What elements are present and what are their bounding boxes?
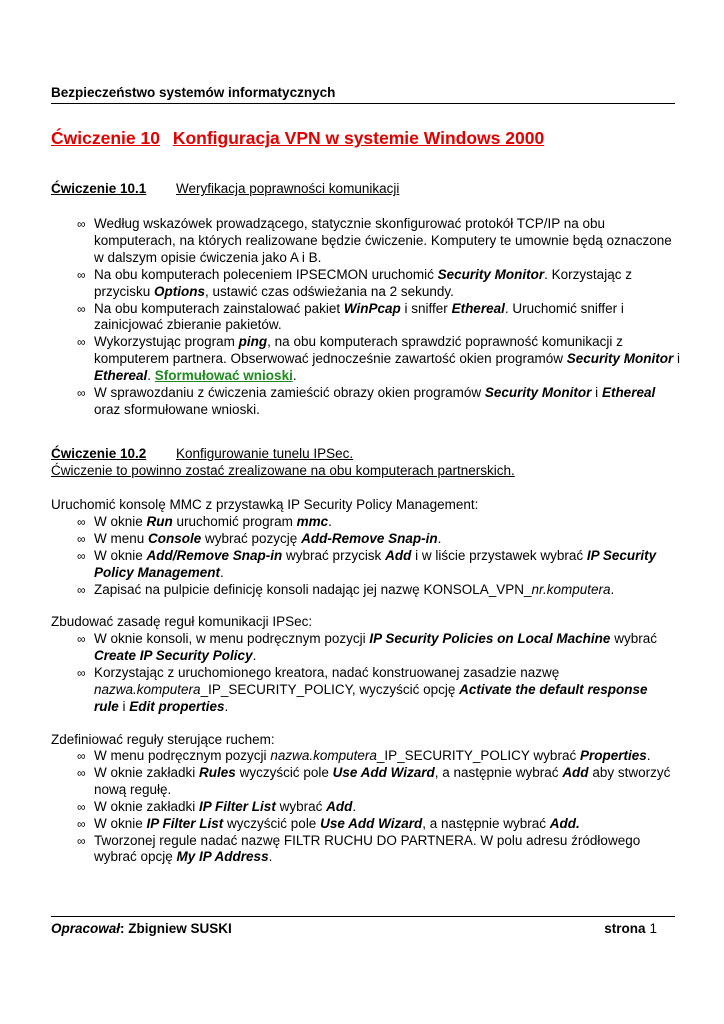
text-segment: My IP Address (176, 849, 269, 865)
text-segment: Activate the default response rule (94, 681, 648, 714)
text-segment: Korzystając z uruchomionego kreatora, nadać konstruowanej zasadzie nazwę (94, 664, 560, 680)
text-segment: Use Add Wizard (332, 764, 435, 780)
list-item (77, 665, 667, 716)
text-segment: Zapisać na pulpicie definicję konsoli nadając jej nazwę KONSOLA_VPN_ (94, 581, 532, 597)
text-segment: Properties (579, 748, 647, 763)
text-segment: _IP_SECURITY_POLICY wybrać (376, 748, 580, 763)
section-number: Ćwiczenie 10.2 (51, 446, 147, 461)
text-segment: W menu podręcznym pozycji (94, 748, 271, 763)
text-segment: wybrać przycisk (282, 547, 386, 563)
text-segment: WinPcap (343, 300, 401, 316)
text-segment: . Uruchomić sniffer i zainicjować zbieranie pakietów. (94, 300, 624, 333)
text-segment: wyczyścić pole (223, 815, 321, 831)
section-10-2-heading (51, 446, 353, 461)
list-item (77, 531, 667, 548)
footer-author-label: Opracował (51, 921, 121, 936)
text-segment: nazwa.komputera (270, 748, 377, 763)
bullet-icon: ∞ (77, 531, 86, 546)
text-segment: Add (326, 798, 353, 814)
text-segment: Tworzonej regule nadać nazwę FILTR RUCHU DO PARTNERA. W polu adresu źródłowego wybrać opcję (94, 832, 641, 865)
text-segment: , ustawić czas odświeżania na 2 sekundy. (205, 283, 454, 299)
text-segment: . (268, 849, 273, 865)
section-10-1-heading (51, 181, 399, 196)
text-segment: . (224, 698, 229, 714)
footer-page (604, 921, 657, 936)
footer-page-number: 1 (649, 921, 657, 936)
bullet-icon: ∞ (77, 217, 86, 231)
text-segment: nr.komputera (531, 581, 611, 597)
group-intro-mmc: Uruchomić konsolę MMC z przystawką IP Security Policy Management: (51, 497, 479, 512)
emphasis-link: Sformułować wnioski (154, 368, 293, 384)
text-segment: Run (146, 514, 173, 529)
text-segment: Options (154, 283, 206, 299)
list-item (77, 267, 682, 301)
text-segment: IP Security Policies on Local Machine (369, 631, 611, 646)
list-item (77, 799, 682, 816)
text-segment: i sniffer (400, 300, 452, 316)
section-10-1-list (77, 216, 682, 419)
mmc-steps-list (77, 514, 667, 599)
list-item (77, 816, 682, 833)
section-number: Ćwiczenie 10.1 (51, 181, 147, 196)
footer-author: Opracował: Zbigniew SUSKI (51, 921, 232, 936)
footer-page-label: strona (604, 921, 646, 936)
text-segment: uruchomić program (172, 514, 297, 529)
list-item (77, 334, 682, 385)
text-segment: _IP_SECURITY_POLICY, wyczyścić opcję (200, 681, 460, 697)
group-intro-rules: Zbudować zasadę reguł komunikacji IPSec: (51, 614, 313, 629)
text-segment: W oknie zakładki (94, 764, 200, 780)
text-segment: IP Filter List (146, 815, 224, 831)
text-segment: Ethereal (601, 385, 656, 401)
section-subtitle: Konfigurowanie tunelu IPSec. (176, 446, 354, 461)
text-segment: Add. (549, 815, 580, 831)
bullet-icon: ∞ (77, 335, 86, 350)
bullet-icon: ∞ (77, 632, 86, 646)
text-segment: W oknie konsoli, w menu podręcznym pozycji (94, 631, 370, 646)
text-segment: Add (562, 764, 589, 780)
text-segment: wybrać pozycję (201, 530, 302, 546)
list-item (77, 548, 667, 582)
bullet-icon: ∞ (77, 515, 86, 529)
section-note: Ćwiczenie to powinno zostać zrealizowane na obu komputerach partnerskich. (51, 463, 515, 478)
page-title (51, 128, 691, 149)
exercise-number: Ćwiczenie 10 (51, 128, 160, 148)
text-segment: IP Security Policy Management (94, 547, 657, 580)
text-segment: aby stworzyć nową regułę. (94, 764, 671, 797)
text-segment: i (673, 351, 680, 367)
section-subtitle: Weryfikacja poprawności komunikacji (176, 181, 400, 196)
text-segment: Create IP Security Policy (94, 647, 253, 663)
bullet-icon: ∞ (77, 582, 86, 597)
text-segment: Wykorzystując program (94, 334, 239, 350)
bullet-icon: ∞ (77, 386, 86, 401)
text-segment: Security Monitor (437, 266, 545, 282)
text-segment: wybrać (275, 798, 327, 814)
traffic-steps-list (77, 748, 682, 866)
list-item (77, 301, 682, 335)
text-segment: IP Filter List (199, 798, 276, 814)
text-segment: . (352, 798, 357, 814)
text-segment: W oknie zakładki (94, 798, 200, 814)
bullet-icon: ∞ (77, 665, 86, 680)
text-segment: Add (385, 547, 412, 563)
text-segment: Na obu komputerach poleceniem IPSECMON uruchomić (94, 266, 438, 282)
text-segment: Rules (199, 764, 236, 780)
text-segment: . (610, 581, 615, 597)
text-segment: wybrać (610, 631, 657, 646)
text-segment: W oknie (94, 547, 147, 563)
text-segment: Ethereal (94, 368, 148, 384)
bullet-icon: ∞ (77, 816, 86, 831)
text-segment: nazwa.komputera (94, 681, 201, 697)
text-segment: ping (238, 334, 268, 350)
list-item (77, 514, 667, 531)
bullet-icon: ∞ (77, 267, 86, 282)
footer-author-name: Zbigniew SUSKI (128, 921, 232, 936)
text-segment: , a następnie wybrać (422, 815, 550, 831)
text-segment: Security Monitor (484, 385, 592, 401)
text-segment: . (252, 647, 257, 663)
text-segment: , a następnie wybrać (434, 764, 563, 780)
text-segment: i (118, 698, 130, 714)
text-segment: . (147, 368, 155, 384)
text-segment: . (220, 564, 224, 580)
list-item (77, 833, 682, 867)
bullet-icon: ∞ (77, 749, 86, 763)
list-item (77, 748, 682, 765)
text-segment: Ethereal (451, 300, 505, 316)
text-segment: Add-Remove Snap-in (301, 530, 438, 546)
text-segment: mmc (296, 514, 329, 529)
text-segment: Edit properties (129, 698, 225, 714)
list-item (77, 631, 667, 665)
text-segment: W oknie (94, 514, 147, 529)
text-segment: W oknie (94, 815, 147, 831)
text-segment: , na obu komputerach sprawdzić poprawność komunikacji z komputerem partnera. Obserwować jednocześnie zawartość okien programów (94, 334, 623, 367)
page-footer (51, 916, 675, 936)
list-item (77, 765, 682, 799)
text-segment: Security Monitor (566, 351, 674, 367)
bullet-icon: ∞ (77, 765, 86, 780)
text-segment: i w liście przystawek wybrać (411, 547, 587, 563)
text-segment: i (591, 385, 602, 401)
text-segment: Console (148, 530, 202, 546)
bullet-icon: ∞ (77, 301, 86, 316)
text-segment: oraz sformułowane wnioski. (94, 401, 260, 417)
text-segment: . (328, 514, 332, 529)
group-intro-traffic: Zdefiniować reguły sterujące ruchem: (51, 732, 275, 747)
text-segment: W sprawozdaniu z ćwiczenia zamieścić obrazy okien programów (94, 385, 485, 401)
rules-steps-list (77, 631, 667, 716)
text-segment: . (646, 748, 651, 763)
list-item (77, 385, 682, 419)
bullet-icon: ∞ (77, 548, 86, 563)
text-segment: . (437, 530, 442, 546)
text-segment: W menu (94, 530, 149, 546)
text-segment: Add/Remove Snap-in (146, 547, 283, 563)
list-item (77, 216, 682, 267)
bullet-icon: ∞ (77, 833, 86, 848)
exercise-title: Konfiguracja VPN w systemie Windows 2000 (172, 128, 545, 148)
bullet-icon: ∞ (77, 799, 86, 814)
course-header: Bezpieczeństwo systemów informatycznych (51, 85, 675, 104)
text-segment: Na obu komputerach zainstalować pakiet (94, 300, 344, 316)
text-segment: Według wskazówek prowadzącego, statycznie skonfigurować protokół TCP/IP na obu komputerach, na których realizowane będzie ćwiczenie. Komputery te umownie będą oznaczone w dalszym opisie ćwiczenia jako A i B. (94, 216, 672, 265)
list-item (77, 582, 667, 599)
text-segment: . (292, 368, 297, 384)
text-segment: wyczyścić pole (235, 764, 333, 780)
text-segment: Use Add Wizard (320, 815, 423, 831)
text-segment: . Korzystając z przycisku (94, 266, 632, 299)
